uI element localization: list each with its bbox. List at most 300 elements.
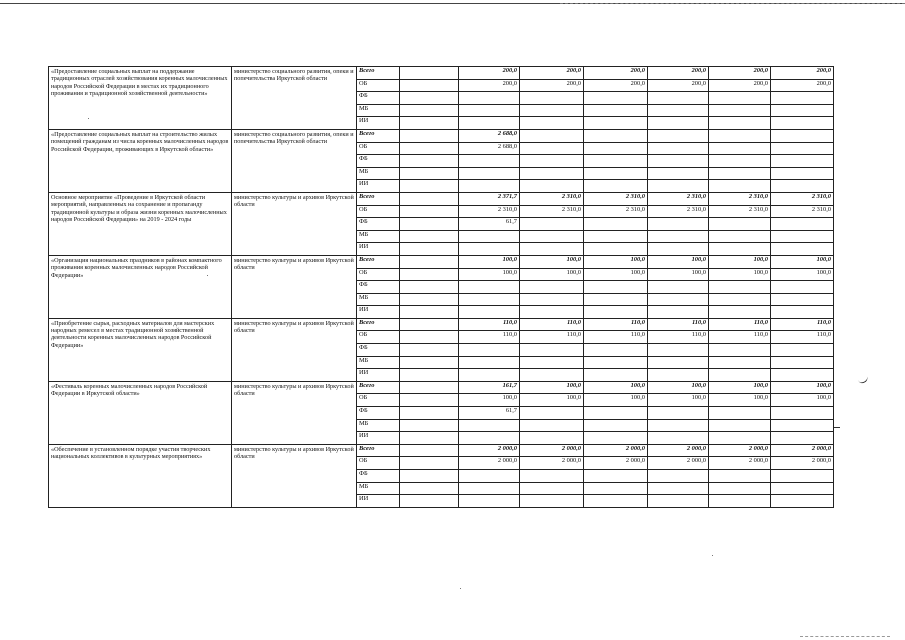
amount-cell [771,306,834,319]
amount-cell [520,281,584,294]
amount-cell [771,432,834,445]
responsible-executor: министерство социального развития, опеки и попечительства Иркутской области [232,67,357,130]
amount-cell: 100,0 [771,268,834,281]
amount-cell [771,482,834,495]
funding-source: МБ [357,167,400,180]
amount-cell [459,356,520,369]
amount-cell [709,218,771,231]
amount-cell: 200,0 [584,79,648,92]
funding-source: ИИ [357,243,400,256]
page-top-border-dashed [560,3,905,4]
funding-source: ИИ [357,180,400,193]
amount-cell [584,369,648,382]
amount-cell: 2 310,0 [648,205,709,218]
amount-cell: 200,0 [771,79,834,92]
amount-cell: 100,0 [771,394,834,407]
amount-cell: 100,0 [520,381,584,394]
amount-cell [520,432,584,445]
amount-cell: 100,0 [648,255,709,268]
funding-source: Всего [357,255,400,268]
amount-cell: 2 000,0 [459,444,520,457]
amount-cell: 2 310,0 [584,205,648,218]
amount-cell [400,495,459,508]
amount-cell: 2 000,0 [709,457,771,470]
amount-cell [520,142,584,155]
amount-cell [459,243,520,256]
amount-cell: 200,0 [648,79,709,92]
amount-cell: 110,0 [520,318,584,331]
amount-cell [400,104,459,117]
amount-cell: 2 310,0 [648,192,709,205]
measure-description: «Обеспечение в установленном порядке участия творческих национальных коллективов в культурных мероприятиях» [49,444,232,507]
amount-cell: 100,0 [520,255,584,268]
amount-cell: 100,0 [648,268,709,281]
amount-cell: 100,0 [709,255,771,268]
amount-cell [400,407,459,420]
amount-cell [709,407,771,420]
amount-cell [520,167,584,180]
amount-cell [771,218,834,231]
amount-cell [520,306,584,319]
amount-cell [584,243,648,256]
amount-cell [584,281,648,294]
amount-cell [648,306,709,319]
amount-cell [520,495,584,508]
funding-source: ФБ [357,155,400,168]
amount-cell [584,218,648,231]
amount-cell: 110,0 [771,318,834,331]
amount-cell: 2 000,0 [771,457,834,470]
amount-cell [400,306,459,319]
funding-source: ФБ [357,407,400,420]
funding-source: Всего [357,318,400,331]
funding-source: ОБ [357,268,400,281]
amount-cell [648,281,709,294]
funding-source: ИИ [357,117,400,130]
amount-cell [648,243,709,256]
amount-cell [520,369,584,382]
amount-cell [648,419,709,432]
funding-source: ОБ [357,394,400,407]
amount-cell [400,155,459,168]
amount-cell: 110,0 [584,331,648,344]
amount-cell [648,218,709,231]
amount-cell: 2 310,0 [771,205,834,218]
amount-cell [520,356,584,369]
amount-cell: 110,0 [709,331,771,344]
table-row [49,129,834,142]
amount-cell [709,129,771,142]
amount-cell [648,293,709,306]
funding-source: ОБ [357,79,400,92]
amount-cell [520,419,584,432]
amount-cell [400,129,459,142]
funding-source: ИИ [357,495,400,508]
amount-cell [709,92,771,105]
amount-cell [648,369,709,382]
amount-cell [771,419,834,432]
amount-cell [648,142,709,155]
amount-cell [584,155,648,168]
page-bottom-mark [800,636,890,637]
amount-cell [771,230,834,243]
amount-cell [709,306,771,319]
amount-cell [709,230,771,243]
amount-cell: 200,0 [771,67,834,80]
funding-source: МБ [357,230,400,243]
responsible-executor: министерство культуры и архивов Иркутской области [232,318,357,381]
amount-cell: 100,0 [771,255,834,268]
amount-cell [520,104,584,117]
funding-source: Всего [357,381,400,394]
amount-cell: 2 000,0 [709,444,771,457]
amount-cell [709,482,771,495]
amount-cell [709,167,771,180]
amount-cell: 110,0 [648,331,709,344]
amount-cell: 161,7 [459,381,520,394]
responsible-executor: министерство социального развития, опеки и попечительства Иркутской области [232,129,357,192]
responsible-executor: министерство культуры и архивов Иркутской области [232,444,357,507]
amount-cell [400,444,459,457]
amount-cell [459,293,520,306]
amount-cell [459,92,520,105]
amount-cell [709,470,771,483]
amount-cell [584,306,648,319]
amount-cell [709,344,771,357]
measure-description: «Приобретение сырья, расходных материалов для мастерских народных ремесел в местах традиционной хозяйственной деятельности коренных малочисленных народов Российской Федерации» [49,318,232,381]
amount-cell [709,104,771,117]
amount-cell [459,230,520,243]
table-row [49,192,834,205]
amount-cell: 200,0 [709,79,771,92]
amount-cell: 100,0 [520,268,584,281]
responsible-executor: министерство культуры и архивов Иркутской области [232,192,357,255]
amount-cell [584,432,648,445]
funding-source: МБ [357,104,400,117]
amount-cell: 200,0 [520,79,584,92]
amount-cell [520,482,584,495]
amount-cell: 100,0 [709,268,771,281]
amount-cell [648,356,709,369]
funding-source: ОБ [357,205,400,218]
amount-cell [400,268,459,281]
amount-cell [520,293,584,306]
amount-cell: 100,0 [709,381,771,394]
amount-cell [400,419,459,432]
amount-cell [771,180,834,193]
amount-cell: 100,0 [459,255,520,268]
measure-description: Основное мероприятие «Проведение в Иркутской области мероприятий, направленных на сохранение и пропаганду традиционной культуры и образа жизни коренных малочисленных народов Российской Федерации» на 2019 - 2024 годы [49,192,232,255]
table-body [49,67,834,508]
amount-cell: 2 310,0 [459,205,520,218]
amount-cell: 2 000,0 [648,444,709,457]
amount-cell [459,369,520,382]
amount-cell [520,243,584,256]
amount-cell [400,344,459,357]
amount-cell [400,394,459,407]
amount-cell [400,117,459,130]
amount-cell [584,230,648,243]
amount-cell [648,482,709,495]
amount-cell [648,117,709,130]
amount-cell [709,281,771,294]
scan-speck [88,118,89,119]
amount-cell [709,419,771,432]
amount-cell [648,495,709,508]
amount-cell [520,230,584,243]
pen-tick [834,427,840,428]
amount-cell: 2 000,0 [584,457,648,470]
amount-cell [400,369,459,382]
amount-cell [584,92,648,105]
amount-cell [520,470,584,483]
amount-cell [584,180,648,193]
amount-cell [771,117,834,130]
amount-cell [520,129,584,142]
amount-cell [459,482,520,495]
amount-cell [459,117,520,130]
funding-source: ИИ [357,432,400,445]
measure-description: «Предоставление социальных выплат на поддержание традиционных отраслей хозяйствования коренных малочисленных народов Российской Федерации в местах их традиционного проживания и традиционной хозяйственной деятельности» [49,67,232,130]
amount-cell [709,117,771,130]
responsible-executor: министерство культуры и архивов Иркутской области [232,381,357,444]
amount-cell [771,92,834,105]
amount-cell [648,470,709,483]
amount-cell [400,356,459,369]
amount-cell: 2 000,0 [459,457,520,470]
amount-cell [709,495,771,508]
amount-cell: 2 310,0 [771,192,834,205]
funding-source: МБ [357,293,400,306]
amount-cell [584,419,648,432]
funding-source: ОБ [357,331,400,344]
table-row [49,318,834,331]
amount-cell [400,180,459,193]
amount-cell: 100,0 [459,394,520,407]
amount-cell [520,180,584,193]
amount-cell [648,155,709,168]
amount-cell [400,470,459,483]
amount-cell [400,205,459,218]
table-row [49,444,834,457]
amount-cell [400,92,459,105]
amount-cell [584,356,648,369]
pen-mark [857,374,869,385]
funding-source: Всего [357,192,400,205]
amount-cell [400,331,459,344]
amount-cell: 2 310,0 [520,205,584,218]
amount-cell: 2 310,0 [584,192,648,205]
amount-cell [584,167,648,180]
amount-cell: 110,0 [459,318,520,331]
amount-cell: 200,0 [584,67,648,80]
amount-cell [400,167,459,180]
amount-cell [400,255,459,268]
funding-source: ИИ [357,306,400,319]
amount-cell: 100,0 [709,394,771,407]
amount-cell [648,92,709,105]
funding-source: ФБ [357,470,400,483]
funding-source: ФБ [357,344,400,357]
funding-source: МБ [357,419,400,432]
responsible-executor: министерство культуры и архивов Иркутской области [232,255,357,318]
amount-cell [400,67,459,80]
amount-cell: 100,0 [584,394,648,407]
amount-cell [400,243,459,256]
amount-cell: 200,0 [648,67,709,80]
amount-cell [459,432,520,445]
amount-cell: 100,0 [584,255,648,268]
budget-table [48,66,834,508]
amount-cell [459,344,520,357]
amount-cell [584,495,648,508]
amount-cell [648,344,709,357]
amount-cell [400,281,459,294]
funding-source: ФБ [357,92,400,105]
amount-cell [459,281,520,294]
amount-cell [584,293,648,306]
amount-cell [459,470,520,483]
funding-source: ФБ [357,281,400,294]
scan-speck [207,275,208,276]
funding-source: Всего [357,67,400,80]
amount-cell: 200,0 [709,67,771,80]
amount-cell [771,104,834,117]
funding-source: ФБ [357,218,400,231]
amount-cell [771,243,834,256]
amount-cell [771,344,834,357]
amount-cell: 110,0 [584,318,648,331]
scan-speck [460,588,461,589]
amount-cell: 2 688,0 [459,142,520,155]
amount-cell [400,230,459,243]
amount-cell [771,407,834,420]
amount-cell [459,155,520,168]
amount-cell: 110,0 [459,331,520,344]
amount-cell: 2 371,7 [459,192,520,205]
amount-cell [520,407,584,420]
amount-cell: 100,0 [584,268,648,281]
amount-cell [771,129,834,142]
amount-cell [648,129,709,142]
amount-cell [584,407,648,420]
amount-cell: 2 310,0 [709,205,771,218]
amount-cell [459,495,520,508]
amount-cell [400,142,459,155]
amount-cell: 200,0 [459,67,520,80]
amount-cell [771,155,834,168]
amount-cell [771,470,834,483]
amount-cell [771,356,834,369]
amount-cell [709,155,771,168]
amount-cell [520,344,584,357]
amount-cell [771,495,834,508]
amount-cell: 2 000,0 [771,444,834,457]
amount-cell [459,180,520,193]
amount-cell [709,432,771,445]
amount-cell: 100,0 [771,381,834,394]
amount-cell [400,293,459,306]
amount-cell [520,218,584,231]
amount-cell [584,142,648,155]
amount-cell [771,167,834,180]
amount-cell: 2 000,0 [520,444,584,457]
amount-cell [648,180,709,193]
funding-source: Всего [357,444,400,457]
amount-cell [400,192,459,205]
amount-cell [648,230,709,243]
amount-cell [584,470,648,483]
amount-cell: 110,0 [709,318,771,331]
measure-description: «Фестиваль коренных малочисленных народов Российской Федерации в Иркутской области» [49,381,232,444]
amount-cell: 100,0 [459,268,520,281]
funding-source: ОБ [357,457,400,470]
amount-cell: 100,0 [520,394,584,407]
amount-cell: 200,0 [520,67,584,80]
amount-cell: 61,7 [459,407,520,420]
amount-cell [648,167,709,180]
amount-cell: 2 000,0 [584,444,648,457]
amount-cell [400,318,459,331]
amount-cell [771,281,834,294]
table-row [49,255,834,268]
amount-cell [584,482,648,495]
scan-speck [712,555,713,556]
amount-cell: 110,0 [648,318,709,331]
amount-cell [648,104,709,117]
funding-source: ИИ [357,369,400,382]
amount-cell: 2 310,0 [709,192,771,205]
amount-cell [771,142,834,155]
funding-source: МБ [357,356,400,369]
amount-cell [709,293,771,306]
amount-cell: 100,0 [648,381,709,394]
funding-source: ОБ [357,142,400,155]
amount-cell [520,155,584,168]
funding-source: Всего [357,129,400,142]
amount-cell [459,306,520,319]
amount-cell [520,92,584,105]
amount-cell [771,293,834,306]
amount-cell [709,243,771,256]
amount-cell: 2 310,0 [520,192,584,205]
funding-source: МБ [357,482,400,495]
amount-cell [584,344,648,357]
amount-cell: 2 000,0 [648,457,709,470]
table-row [49,381,834,394]
amount-cell [459,104,520,117]
amount-cell [459,167,520,180]
measure-description: «Организация национальных праздников в районах компактного проживания коренных малочисленных народов Российской Федерации» [49,255,232,318]
amount-cell [709,142,771,155]
amount-cell [709,180,771,193]
amount-cell [400,218,459,231]
amount-cell [400,457,459,470]
amount-cell [709,356,771,369]
amount-cell [771,369,834,382]
amount-cell [400,381,459,394]
measure-description: «Предоставление социальных выплат на строительство жилых помещений гражданам из числа коренных малочисленных народов Российской Федерации, проживающих в Иркутской области» [49,129,232,192]
amount-cell [584,104,648,117]
amount-cell [648,407,709,420]
amount-cell: 100,0 [584,381,648,394]
amount-cell: 2 688,0 [459,129,520,142]
amount-cell: 100,0 [648,394,709,407]
amount-cell [584,129,648,142]
amount-cell [520,117,584,130]
amount-cell [400,79,459,92]
amount-cell: 2 000,0 [520,457,584,470]
